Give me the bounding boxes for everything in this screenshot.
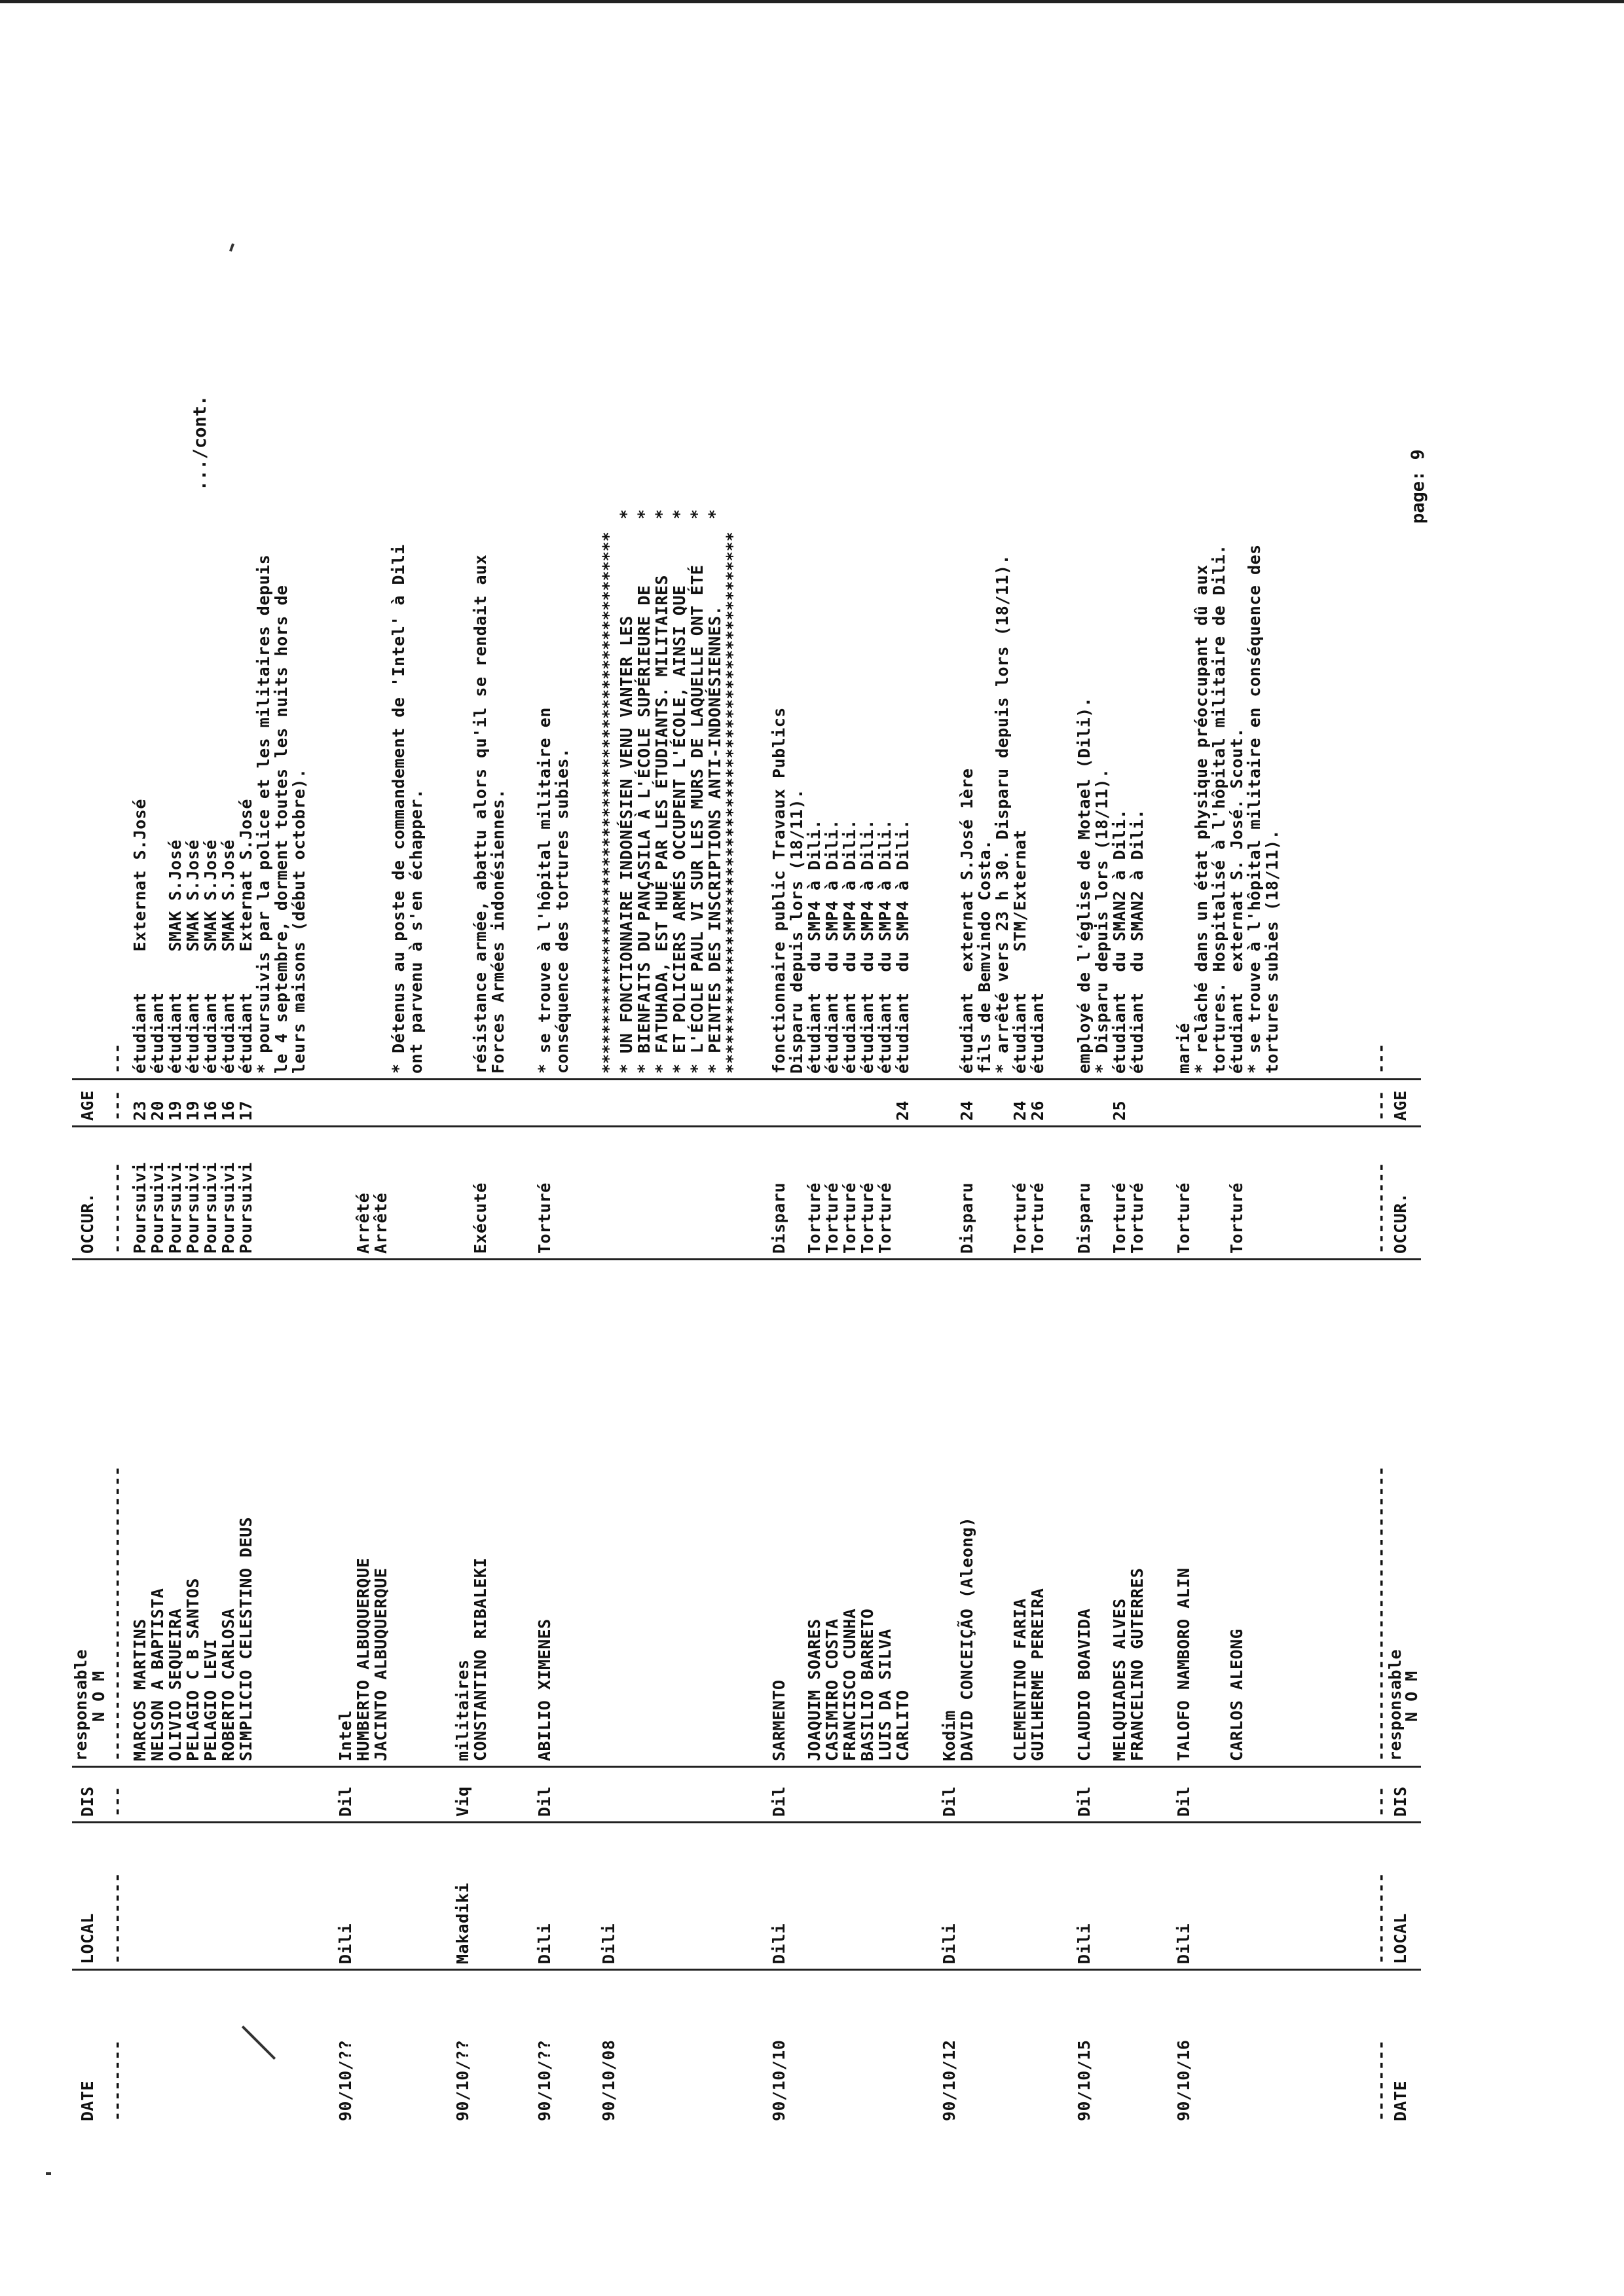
footer-dash-local: --------- — [1371, 1872, 1390, 1964]
entry-name: CASIMIRO COSTA — [822, 1618, 841, 1761]
column-separator — [72, 1078, 1421, 1080]
rotated-table-sheet — [72, 131, 1434, 2128]
entry-dis: Dil — [1174, 1786, 1193, 1817]
footer-occur: OCCUR. — [1391, 1192, 1410, 1254]
entry-local: Dili — [1075, 1923, 1094, 1964]
entry-description: étudiant du SMP4 à Dili. — [893, 819, 912, 1074]
column-separator — [72, 1821, 1421, 1823]
entry-occurrence: Poursuivi — [148, 1162, 167, 1254]
footer-dash-dis: --- — [1371, 1786, 1390, 1817]
entry-dis: Dil — [336, 1786, 355, 1817]
entry-description: étudiant Externat S.José — [236, 799, 255, 1074]
entry-description: * Disparu depuis lors (18/11). — [1092, 768, 1111, 1074]
entry-responsable: Kodim — [940, 1710, 959, 1761]
entry-age: 19 — [183, 1100, 202, 1121]
continued-label: .../cont. — [190, 395, 210, 491]
entry-description: étudiant Externat S.José — [130, 799, 149, 1074]
entry-name: HUMBERTO ALBUQUERQUE — [354, 1557, 373, 1761]
entry-occurrence: Torturé — [805, 1182, 824, 1254]
entry-name: DAVID CONCEIÇÃO (Aleong) — [957, 1516, 976, 1761]
entry-occurrence: Poursuivi — [201, 1162, 220, 1254]
entry-name: ROBERTO CARLOSA — [219, 1608, 238, 1761]
entry-occurrence: Torturé — [1110, 1182, 1129, 1254]
header-responsable: responsable — [71, 1649, 90, 1761]
entry-age: 20 — [148, 1100, 167, 1121]
entry-date: 90/10/08 — [599, 2039, 618, 2121]
entry-name: CARLOS ALEONG — [1227, 1628, 1246, 1761]
entry-name: FRANCISCO CUNHA — [840, 1608, 859, 1761]
entry-description: étudiant du SMAN2 à Dili. — [1128, 809, 1147, 1074]
entry-description: ont parvenu à s'en échapper. — [407, 788, 426, 1074]
entry-occurrence: Torturé — [1128, 1182, 1147, 1254]
entry-name: TALOFO NAMBORO ALIN — [1174, 1567, 1193, 1761]
header-dash-dis: --- — [107, 1786, 126, 1817]
entry-date: 90/10/12 — [940, 2039, 959, 2121]
footer-nom: N O M — [1402, 1671, 1421, 1722]
entry-description: * poursuivis par la police et les militaires depuis — [254, 554, 273, 1074]
entry-date: 90/10/?? — [535, 2039, 554, 2121]
entry-name: LUIS DA SILVA — [876, 1628, 895, 1761]
entry-description: Forces Armées indonésiennes. — [489, 788, 507, 1074]
entry-age: 24 — [957, 1100, 976, 1121]
header-dash-age: --- — [107, 1090, 126, 1121]
footer-dash-occur: --------- — [1371, 1162, 1390, 1254]
footer-dash-age: --- — [1371, 1090, 1390, 1121]
entry-age: 24 — [893, 1100, 912, 1121]
header-occur: OCCUR. — [78, 1192, 97, 1254]
entry-name: JACINTO ALBUQUERQUE — [371, 1567, 390, 1761]
footer-age: AGE — [1391, 1090, 1410, 1121]
entry-description: * se trouve à l'hôpital militaire en — [535, 707, 554, 1074]
entry-occurrence: Poursuivi — [130, 1162, 149, 1254]
entry-occurrence: Poursuivi — [236, 1162, 255, 1254]
entry-description: étudiant — [1028, 992, 1047, 1074]
entry-name: NELSON A BAPTISTA — [148, 1588, 167, 1761]
entry-description: * UN FONCTIONNAIRE INDONÉSIEN VENU VANTER LES — [617, 615, 636, 1074]
entry-name: ABILIO XIMENES — [535, 1618, 554, 1761]
page-number: page: 9 — [1408, 449, 1428, 524]
entry-date: 90/10/?? — [336, 2039, 355, 2121]
entry-name: JOAQUIM SOARES — [805, 1618, 824, 1761]
entry-description: étudiant externat S. José. Scout. — [1227, 727, 1246, 1074]
entry-name: FRANCELINO GUTERRES — [1128, 1567, 1147, 1761]
entry-name: SIMPLICIO CELESTINO DEUS — [236, 1516, 255, 1761]
footer-responsable: responsable — [1386, 1649, 1405, 1761]
entry-dis: Dil — [940, 1786, 959, 1817]
entry-description: étudiant SMAK S.José — [183, 839, 202, 1074]
entry-date: 90/10/?? — [453, 2039, 472, 2121]
entry-description: * ET POLICIERS ARMÉS OCCUPENT L'ÉCOLE, AINSI QUE — [670, 585, 689, 1074]
entry-name: PELAGIO C B SANTOS — [183, 1578, 202, 1761]
entry-occurrence: Torturé — [858, 1182, 877, 1254]
entry-occurrence: Torturé — [1227, 1182, 1246, 1254]
entry-age: 23 — [130, 1100, 149, 1121]
entry-occurrence: Torturé — [1028, 1182, 1047, 1254]
entry-description: marié — [1174, 1023, 1193, 1074]
entry-date: 90/10/16 — [1174, 2039, 1193, 2121]
footer-dash-nom: ----------------------------- — [1371, 1466, 1390, 1761]
stars-border-right: * — [670, 509, 689, 519]
entry-age: 17 — [236, 1100, 255, 1121]
entry-description: * BIENFAITS DU PANÇASILA À L'ÉCOLE SUPÉRIEURE DE — [635, 585, 654, 1074]
entry-description: étudiant — [148, 992, 167, 1074]
entry-local: Dili — [535, 1923, 554, 1964]
entry-local: Dili — [1174, 1923, 1193, 1964]
entry-name: CONSTANTINO RIBALEKI — [471, 1557, 490, 1761]
entry-description: leurs maisons (début octobre). — [289, 768, 308, 1074]
entry-occurrence: Arrêté — [354, 1192, 373, 1254]
stars-border-right: * — [652, 509, 671, 519]
entry-dis: Dil — [535, 1786, 554, 1817]
stars-border-right: * — [688, 509, 707, 519]
entry-description: fonctionnaire public Travaux Publics — [769, 707, 788, 1074]
header-dash-desc: --- — [107, 1043, 126, 1074]
entry-description: étudiant du SMP4 à Dili. — [858, 819, 877, 1074]
header-nom: N O M — [89, 1671, 108, 1722]
footer-dash-desc: --- — [1371, 1043, 1390, 1074]
entry-local: Makadiki — [453, 1882, 472, 1964]
entry-name: BASILIO BARRETO — [858, 1608, 877, 1761]
entry-name: CARLITO — [893, 1690, 912, 1761]
entry-name: SARMENTO — [769, 1679, 788, 1761]
entry-description: employé de l'église de Motael (Dili). — [1075, 697, 1094, 1074]
entry-description: * L'ÉCOLE PAUL VI SUR LES MURS DE LAQUELLE ONT ÉTÉ — [688, 564, 707, 1074]
entry-description: étudiant du SMP4 à Dili. — [822, 819, 841, 1074]
header-date: DATE — [78, 2080, 97, 2121]
entry-description: tortures subies (18/11). — [1263, 829, 1282, 1074]
table-header-bottom — [1371, 131, 1421, 2128]
header-dash-local: --------- — [107, 1872, 126, 1964]
entry-description: étudiant du SMP4 à Dili. — [876, 819, 895, 1074]
entry-name: CLAUDIO BOAVIDA — [1075, 1608, 1094, 1761]
entry-occurrence: Arrêté — [371, 1192, 390, 1254]
entry-occurrence: Torturé — [535, 1182, 554, 1254]
entry-description: étudiant du SMP4 à Dili. — [840, 819, 859, 1074]
entry-description: * PEINTES DES INSCRIPTIONS ANTI-INDONÉSIENNES. — [705, 605, 724, 1074]
entry-name: MARCOS MARTINS — [130, 1618, 149, 1761]
entry-dis: Dil — [1075, 1786, 1094, 1817]
entry-description: tortures. Hospitalisé à l'hôpital militaire de Dili. — [1209, 544, 1228, 1074]
entry-occurrence: Disparu — [957, 1182, 976, 1254]
entry-occurrence: Torturé — [876, 1182, 895, 1254]
footer-dis: DIS — [1391, 1786, 1410, 1817]
header-local: LOCAL — [78, 1913, 97, 1964]
entry-description: conséquence des tortures subies. — [553, 748, 572, 1074]
entry-description: * relâché dans un état physique préoccupant dû aux — [1192, 564, 1211, 1074]
stars-border-right: * — [635, 509, 654, 519]
entry-local: Dili — [940, 1923, 959, 1964]
column-separator — [72, 1125, 1421, 1127]
entry-date: 90/10/15 — [1075, 2039, 1094, 2121]
entry-occurrence: Disparu — [769, 1182, 788, 1254]
entry-description: * Détenus au poste de commandement de 'Intel' à Dili — [389, 544, 408, 1074]
column-separator — [72, 1258, 1421, 1260]
entry-name: OLIVIO SEQUEIRA — [166, 1608, 185, 1761]
entry-occurrence: Poursuivi — [166, 1162, 185, 1254]
scan-speck — [46, 2172, 51, 2175]
entry-description: résistance armée, abattu alors qu'il se rendait aux — [471, 554, 490, 1074]
entry-description: * se trouve à l'hôpital militaire en conséquence des — [1245, 544, 1264, 1074]
entry-dis: Viq — [453, 1786, 472, 1817]
entry-age: 24 — [1010, 1100, 1029, 1121]
column-separator — [72, 1766, 1421, 1768]
entry-occurrence: Torturé — [1010, 1182, 1029, 1254]
entry-age: 26 — [1028, 1100, 1047, 1121]
entry-occurrence: Disparu — [1075, 1182, 1094, 1254]
entry-description: Disparu depuis lors (18/11). — [787, 788, 806, 1074]
entry-age: 25 — [1110, 1100, 1129, 1121]
entry-age: 16 — [219, 1100, 238, 1121]
entry-local: Dili — [769, 1923, 788, 1964]
entry-date: 90/10/10 — [769, 2039, 788, 2121]
entry-description: étudiant STM/Externat — [1010, 829, 1029, 1074]
header-dis: DIS — [78, 1786, 97, 1817]
entry-responsable: Intel — [336, 1710, 355, 1761]
entry-local: Dili — [336, 1923, 355, 1964]
entry-name: GUILHERME PEREIRA — [1028, 1588, 1047, 1761]
entry-description: étudiant SMAK S.José — [201, 839, 220, 1074]
entry-name: PELAGIO LEVI — [201, 1639, 220, 1761]
entry-description: * FATUHADA, EST HUÉ PAR LES ÉTUDIANTS. MILITAIRES — [652, 574, 671, 1074]
entry-age: 16 — [201, 1100, 220, 1121]
entry-description: étudiant externat S.José 1ère — [957, 768, 976, 1074]
footer-date: DATE — [1391, 2080, 1410, 2121]
stars-border-right: * — [617, 509, 636, 519]
entry-description: le 4 septembre, dorment toutes les nuits hors de — [272, 585, 291, 1074]
entry-occurrence: Poursuivi — [183, 1162, 202, 1254]
entry-occurrence: Torturé — [822, 1182, 841, 1254]
scan-edge — [0, 0, 1624, 3]
entry-occurrence: Poursuivi — [219, 1162, 238, 1254]
entry-description: étudiant du SMAN2 à Dili. — [1110, 809, 1129, 1074]
entry-occurrence: Torturé — [1174, 1182, 1193, 1254]
header-dash-occur: --------- — [107, 1162, 126, 1254]
header-dash-nom: ----------------------------- — [107, 1466, 126, 1761]
entry-description: * arrêté vers 23 h 30. Disparu depuis lors (18/11). — [993, 554, 1012, 1074]
column-separator — [72, 1969, 1421, 1971]
footer-dash-date: -------- — [1371, 2039, 1390, 2121]
entry-description: fils de Bemvindo Costa. — [975, 839, 994, 1074]
entry-description: étudiant SMAK S.José — [219, 839, 238, 1074]
header-dash-date: -------- — [107, 2039, 126, 2121]
stars-border-right: * — [705, 509, 724, 519]
stars-border-top: ******************************************************* — [599, 532, 618, 1074]
table-header-top — [71, 131, 126, 2128]
header-age: AGE — [78, 1090, 97, 1121]
entry-description: étudiant SMAK S.José — [166, 839, 185, 1074]
entry-responsable: militaires — [453, 1659, 472, 1761]
entry-age: 19 — [166, 1100, 185, 1121]
stars-border-bottom: ******************************************************* — [723, 532, 742, 1074]
entry-dis: Dil — [769, 1786, 788, 1817]
entry-occurrence: Exécuté — [471, 1182, 490, 1254]
entry-name: MELQUIADES ALVES — [1110, 1598, 1129, 1761]
entry-occurrence: Torturé — [840, 1182, 859, 1254]
entry-local: Dili — [599, 1923, 618, 1964]
footer-local: LOCAL — [1391, 1913, 1410, 1964]
entry-name: CLEMENTINO FARIA — [1010, 1598, 1029, 1761]
entry-description: étudiant du SMP4 à Dili. — [805, 819, 824, 1074]
